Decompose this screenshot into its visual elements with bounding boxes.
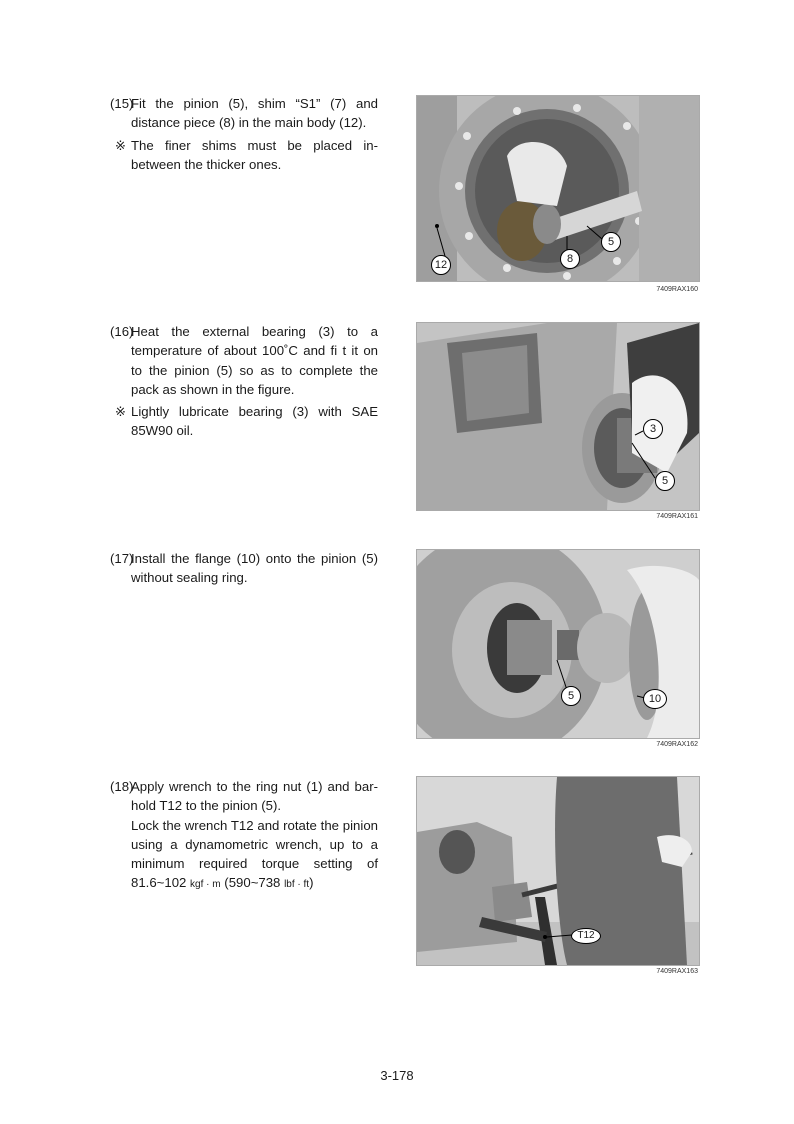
step-17 bbox=[110, 549, 378, 588]
figure-bearing-fitting bbox=[416, 322, 700, 511]
torque-unit-metric: kgf · m bbox=[190, 879, 221, 891]
text-line: using a dynamometric wrench, up to a bbox=[131, 836, 378, 852]
text-line: Lock the wrench T12 and rotate the pinion bbox=[131, 817, 378, 833]
note-mark: ※ bbox=[115, 137, 127, 153]
step-number: (15) bbox=[110, 96, 134, 111]
figure-flange-install bbox=[416, 549, 700, 739]
callout-8: 8 bbox=[560, 249, 580, 269]
torque-spec bbox=[131, 873, 378, 894]
text-line: Install the flange (10) onto the pinion (5) bbox=[131, 551, 378, 566]
text-line: hold T12 to the pinion (5). bbox=[131, 798, 282, 814]
step-15-note bbox=[110, 136, 378, 175]
step-number: (16) bbox=[110, 324, 134, 339]
text-line: without sealing ring. bbox=[131, 570, 248, 586]
torque-unit-imperial: lbf · ft bbox=[284, 879, 310, 891]
callout-5: 5 bbox=[655, 471, 675, 491]
paren-close: ) bbox=[309, 875, 314, 891]
step-15-text bbox=[110, 94, 378, 133]
text-line: minimum required torque setting of bbox=[131, 856, 378, 872]
torque-value-metric: 81.6~102 bbox=[131, 875, 187, 891]
text-line: Fit the pinion (5), shim “S1” (7) and bbox=[131, 96, 378, 111]
figure-torque-wrench bbox=[416, 776, 700, 966]
callout-5: 5 bbox=[561, 686, 581, 706]
torque-value-imperial: 590~738 bbox=[228, 875, 281, 891]
text-line: Apply wrench to the ring nut (1) and bar- bbox=[131, 779, 378, 794]
page-number: 3-178 bbox=[380, 1068, 414, 1083]
step-15 bbox=[110, 94, 378, 174]
text-line: Lightly lubricate bearing (3) with SAE bbox=[131, 404, 378, 420]
text-line: distance piece (8) in the main body (12). bbox=[131, 115, 367, 131]
figure-pinion-fitting bbox=[416, 95, 700, 282]
callout-3: 3 bbox=[643, 419, 663, 439]
text-line: to the pinion (5) so as to complete the bbox=[131, 362, 378, 378]
step-16-note bbox=[110, 402, 378, 441]
step-18-text bbox=[110, 777, 378, 895]
figure-caption: 7409RAX162 bbox=[656, 741, 698, 748]
step-16 bbox=[110, 322, 378, 441]
text-line: between the thicker ones. bbox=[131, 156, 282, 172]
callout-t12: T12 bbox=[571, 928, 601, 944]
note-mark: ※ bbox=[115, 404, 127, 420]
callout-10: 10 bbox=[643, 689, 667, 709]
figure-caption: 7409RAX160 bbox=[656, 286, 698, 293]
figure-caption: 7409RAX163 bbox=[656, 968, 698, 975]
step-16-text bbox=[110, 322, 378, 399]
callout-5: 5 bbox=[601, 232, 621, 252]
text-line: 85W90 oil. bbox=[131, 423, 194, 439]
step-18 bbox=[110, 777, 378, 895]
text-line: The finer shims must be placed in- bbox=[131, 137, 378, 153]
text-line: temperature of about 100˚C and fi t it on bbox=[131, 343, 378, 359]
figure-caption: 7409RAX161 bbox=[656, 513, 698, 520]
step-number: (17) bbox=[110, 551, 134, 566]
step-17-text bbox=[110, 549, 378, 588]
paren-open: ( bbox=[224, 875, 229, 891]
text-line: Heat the external bearing (3) to a bbox=[131, 324, 378, 339]
step-number: (18) bbox=[110, 779, 134, 794]
text-line: pack as shown in the figure. bbox=[131, 381, 295, 397]
callout-12: 12 bbox=[431, 255, 451, 275]
